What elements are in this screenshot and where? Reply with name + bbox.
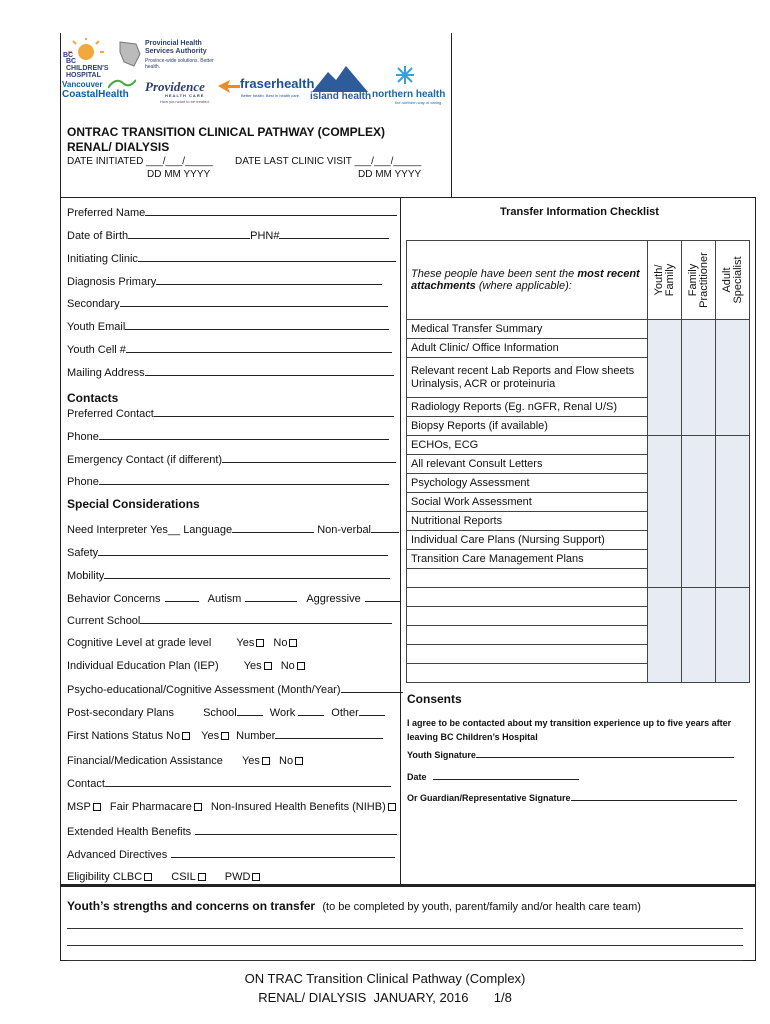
youth-email-row — [67, 320, 389, 333]
strengths-heading: Youth’s strengths and concerns on transfer — [67, 899, 316, 913]
northern-tagline: the northern way of caring — [395, 100, 442, 105]
mailing-field[interactable] — [145, 366, 394, 376]
phn-field[interactable] — [279, 229, 389, 239]
phone2-field[interactable] — [99, 475, 389, 485]
checklist-blank-item[interactable] — [407, 664, 648, 683]
secondary-row — [67, 297, 388, 310]
cognitive-row — [67, 637, 297, 649]
cognitive-yes-checkbox[interactable] — [256, 639, 264, 647]
pwd-label: PWD — [224, 871, 251, 883]
psycho-row — [67, 683, 403, 696]
consent-date-label: Date — [407, 772, 427, 782]
cognitive-no-label: No — [273, 637, 288, 649]
form-subtitle: RENAL/ DIALYSIS — [67, 140, 170, 154]
youth-cell-row — [67, 343, 392, 356]
fraser-logo: fraserhealth — [240, 76, 315, 91]
northern-star-icon — [396, 66, 414, 89]
diagnosis-row — [67, 275, 382, 288]
preferred-name-field[interactable] — [145, 206, 397, 216]
phsa-logo — [118, 40, 142, 73]
youth-check-cell[interactable] — [648, 320, 682, 436]
form-title: ONTRAC TRANSITION CLINICAL PATHWAY (COMPLEX) — [67, 125, 385, 139]
youth-cell-field[interactable] — [126, 343, 392, 353]
safety-field[interactable] — [98, 546, 388, 556]
diagnosis-field[interactable] — [156, 275, 382, 285]
checklist-blank-item[interactable] — [407, 645, 648, 664]
practitioner-check-cell[interactable] — [682, 320, 716, 436]
dob-row — [67, 229, 389, 242]
first-nations-row — [67, 729, 383, 742]
youth-email-field[interactable] — [125, 320, 389, 330]
guardian-signature-field[interactable] — [571, 793, 737, 801]
financial-no-checkbox[interactable] — [295, 757, 303, 765]
iep-label: Individual Education Plan (IEP) — [67, 660, 219, 672]
number-field[interactable] — [275, 729, 383, 739]
current-school-label: Current School — [67, 615, 141, 627]
financial-yes-label: Yes — [241, 755, 260, 767]
number-label: Number — [236, 730, 276, 742]
initiating-clinic-row — [67, 252, 396, 265]
first-nations-yes-label: Yes — [201, 730, 220, 742]
checklist-blank-item[interactable] — [407, 569, 648, 588]
footer-line-2: RENAL/ DIALYSIS JANUARY, 2016 1/8 — [258, 990, 512, 1005]
phone1-field[interactable] — [99, 430, 389, 440]
interpreter-row — [67, 523, 399, 536]
consent-date-row — [407, 772, 579, 782]
school-label: School — [203, 707, 237, 719]
checklist-item: Radiology Reports (Eg. nGFR, Renal U/S) — [407, 398, 648, 417]
bcch-logo-name: BC CHILDREN'S HOSPITAL — [66, 58, 109, 79]
col-youth-family: Youth/ Family — [648, 241, 682, 320]
checklist-title: Transfer Information Checklist — [500, 206, 659, 218]
island-logo: island health — [310, 91, 372, 102]
postsec-row — [67, 706, 385, 719]
date-format-2: DD MM YYYY — [358, 169, 422, 180]
youth-signature-label: Youth Signature — [407, 750, 476, 760]
contact-field[interactable] — [105, 777, 391, 787]
checklist-header-row — [407, 241, 750, 320]
strengths-line-1[interactable] — [67, 928, 743, 929]
iep-row — [67, 660, 305, 672]
cognitive-no-checkbox[interactable] — [289, 639, 297, 647]
checklist-item: Biopsy Reports (if available) — [407, 417, 648, 436]
checklist-row — [407, 588, 750, 607]
pwd-checkbox[interactable] — [252, 873, 260, 881]
school-field[interactable] — [237, 706, 263, 716]
first-nations-yes-checkbox[interactable] — [221, 732, 229, 740]
emergency-label: Emergency Contact (if different) — [67, 454, 223, 466]
strengths-subtext: (to be completed by youth, parent/family and/or health care team) — [322, 901, 641, 913]
aggressive-label: Aggressive — [306, 593, 361, 605]
checklist-item: Social Work Assessment — [407, 493, 648, 512]
eligibility-label: Eligibility CLBC — [67, 871, 143, 883]
phn-label: PHN# — [250, 230, 280, 242]
checklist-item: Medical Transfer Summary — [407, 320, 648, 339]
advanced-label: Advanced Directives — [67, 849, 168, 861]
checklist-item: Individual Care Plans (Nursing Support) — [407, 531, 648, 550]
mobility-field[interactable] — [104, 569, 390, 579]
language-field[interactable] — [232, 523, 314, 533]
youth-signature-field[interactable] — [476, 750, 734, 758]
checklist-item: Adult Clinic/ Office Information — [407, 339, 648, 358]
checklist-blank-item[interactable] — [407, 626, 648, 645]
date-last-visit: DATE LAST CLINIC VISIT ___/___/_____ — [235, 156, 422, 167]
extended-label: Extended Health Benefits — [67, 826, 192, 838]
psycho-field[interactable] — [341, 683, 403, 693]
strengths-line-2[interactable] — [67, 945, 743, 946]
bcch-logo-text: BC — [63, 52, 74, 59]
consents-heading: Consents — [407, 692, 462, 706]
footer-line-1: ON TRAC Transition Clinical Pathway (Complex) — [244, 971, 526, 986]
mailing-label: Mailing Address — [67, 367, 145, 379]
column-divider — [400, 197, 401, 885]
youth-check-cell[interactable] — [648, 588, 682, 683]
consent-date-field[interactable] — [433, 772, 579, 780]
special-heading: Special Considerations — [67, 497, 200, 511]
clbc-checkbox[interactable] — [144, 873, 152, 881]
phone1-label: Phone — [67, 431, 99, 443]
youth-signature-row — [407, 750, 734, 760]
strengths-heading-row — [67, 899, 641, 913]
vch-logo-a: Vancouver — [62, 80, 103, 89]
msp-checkbox[interactable] — [93, 803, 101, 811]
secondary-field[interactable] — [120, 297, 388, 307]
practitioner-check-cell[interactable] — [682, 588, 716, 683]
fraser-tagline: Better health. Best in health care. — [241, 93, 301, 98]
col-family-practitioner: Family Practitioner — [682, 241, 716, 320]
preferred-name-label: Preferred Name — [67, 207, 146, 219]
date-format-1: DD MM YYYY — [147, 169, 211, 180]
checklist-item: ECHOs, ECG — [407, 436, 648, 455]
csil-label: CSIL — [171, 871, 196, 883]
nihb-label: Non-Insured Health Benefits (NIHB) — [210, 801, 386, 813]
first-nations-label: First Nations Status No — [67, 730, 181, 742]
emergency-row — [67, 453, 396, 466]
providence-tagline: How you want to be treated. — [160, 99, 210, 104]
behavior-field[interactable] — [165, 592, 199, 602]
phone1-row — [67, 430, 389, 443]
vch-logo-b: CoastalHealth — [62, 89, 129, 100]
emergency-field[interactable] — [222, 453, 396, 463]
checklist-row — [407, 320, 750, 339]
iep-no-label: No — [280, 660, 295, 672]
phone2-label: Phone — [67, 476, 99, 488]
preferred-name-row — [67, 206, 397, 219]
contacts-heading: Contacts — [67, 391, 119, 405]
initiating-clinic-field[interactable] — [138, 252, 396, 262]
current-school-row — [67, 614, 392, 627]
strengths-line-3[interactable] — [67, 960, 743, 961]
work-label: Work — [269, 707, 296, 719]
cognitive-yes-label: Yes — [236, 637, 255, 649]
autism-field[interactable] — [245, 592, 297, 602]
csil-checkbox[interactable] — [198, 873, 206, 881]
psycho-label: Psycho-educational/Cognitive Assessment (Month/Year) — [67, 684, 341, 696]
interpreter-label: Need Interpreter Yes__ Language — [67, 524, 233, 536]
mobility-label: Mobility — [67, 570, 105, 582]
fraser-arrow-icon — [218, 78, 240, 99]
behavior-label: Behavior Concerns — [67, 593, 161, 605]
checklist-table — [406, 240, 750, 683]
work-field[interactable] — [298, 706, 324, 716]
providence-sub: HEALTH CARE — [165, 93, 205, 98]
mailing-row — [67, 366, 394, 379]
iep-no-checkbox[interactable] — [297, 662, 305, 670]
checklist-item: All relevant Consult Letters — [407, 455, 648, 474]
advanced-row — [67, 848, 395, 861]
nonverbal-field[interactable] — [371, 523, 399, 533]
advanced-field[interactable] — [171, 848, 395, 858]
cognitive-label: Cognitive Level at grade level — [67, 637, 212, 649]
autism-label: Autism — [207, 593, 242, 605]
contact-label: Contact — [67, 778, 105, 790]
preferred-contact-field[interactable] — [154, 407, 394, 417]
guardian-signature-label: Or Guardian/Representative Signature — [407, 793, 571, 803]
iep-yes-label: Yes — [243, 660, 262, 672]
financial-label: Financial/Medication Assistance — [67, 755, 223, 767]
youth-check-cell[interactable] — [648, 436, 682, 588]
nihb-checkbox[interactable] — [388, 803, 396, 811]
date-initiated: DATE INITIATED ___/___/_____ — [67, 156, 213, 167]
fair-checkbox[interactable] — [194, 803, 202, 811]
vch-wave-icon — [108, 76, 136, 95]
bc-map-icon — [118, 40, 142, 68]
guardian-signature-row — [407, 793, 737, 803]
nonverbal-label: Non-verbal — [317, 524, 372, 536]
consent-agreement: I agree to be contacted about my transition experience up to five years after leaving BC Children’s Hospital — [407, 718, 732, 742]
other-field[interactable] — [359, 706, 385, 716]
providence-logo: Providence — [145, 79, 205, 94]
extended-field[interactable] — [195, 825, 397, 835]
contact-row — [67, 777, 391, 790]
phone2-row — [67, 475, 389, 488]
specialist-check-cell[interactable] — [716, 588, 750, 683]
checklist-item: Transition Care Management Plans — [407, 550, 648, 569]
phsa-tagline: Province-wide solutions. Better health. — [145, 58, 214, 70]
northern-logo: northern health — [372, 89, 446, 100]
preferred-contact-label: Preferred Contact — [67, 408, 154, 420]
financial-no-label: No — [279, 755, 294, 767]
eligibility-row — [67, 871, 260, 883]
checklist-blank-item[interactable] — [407, 607, 648, 626]
checklist-item: Psychology Assessment — [407, 474, 648, 493]
postsec-label: Post-secondary Plans — [67, 707, 174, 719]
checklist-item: Nutritional Reports — [407, 512, 648, 531]
aggressive-field[interactable] — [365, 592, 401, 602]
first-nations-no-checkbox[interactable] — [182, 732, 190, 740]
youth-email-label: Youth Email — [67, 321, 126, 333]
current-school-field[interactable] — [140, 614, 392, 624]
youth-cell-label: Youth Cell # — [67, 344, 126, 356]
iep-yes-checkbox[interactable] — [264, 662, 272, 670]
behavior-row — [67, 592, 401, 605]
dob-field[interactable] — [128, 229, 250, 239]
safety-label: Safety — [67, 547, 99, 559]
diagnosis-label: Diagnosis Primary — [67, 276, 157, 288]
preferred-contact-row — [67, 407, 394, 420]
phsa-name: Provincial Health Services Authority — [145, 40, 207, 55]
specialist-check-cell[interactable] — [716, 436, 750, 588]
checklist-row — [407, 436, 750, 455]
mobility-row — [67, 569, 390, 582]
col-adult-specialist: Adult Specialist — [716, 241, 750, 320]
msp-label: MSP — [67, 801, 91, 813]
extended-row — [67, 825, 397, 838]
initiating-clinic-label: Initiating Clinic — [67, 253, 138, 265]
checklist-item: Relevant recent Lab Reports and Flow sheets Urinalysis, ACR or proteinuria — [407, 358, 648, 398]
practitioner-check-cell[interactable] — [682, 436, 716, 588]
benefits-row — [67, 801, 396, 813]
other-label: Other — [331, 707, 359, 719]
checklist-intro: These people have been sent the most recent attachments (where applicable): — [407, 241, 648, 320]
safety-row — [67, 546, 388, 559]
financial-row — [67, 755, 303, 767]
strengths-box — [60, 885, 756, 961]
financial-yes-checkbox[interactable] — [262, 757, 270, 765]
specialist-check-cell[interactable] — [716, 320, 750, 436]
dob-label: Date of Birth — [67, 230, 129, 242]
secondary-label: Secondary — [67, 298, 120, 310]
checklist-blank-item[interactable] — [407, 588, 648, 607]
fair-label: Fair Pharmacare — [109, 801, 192, 813]
